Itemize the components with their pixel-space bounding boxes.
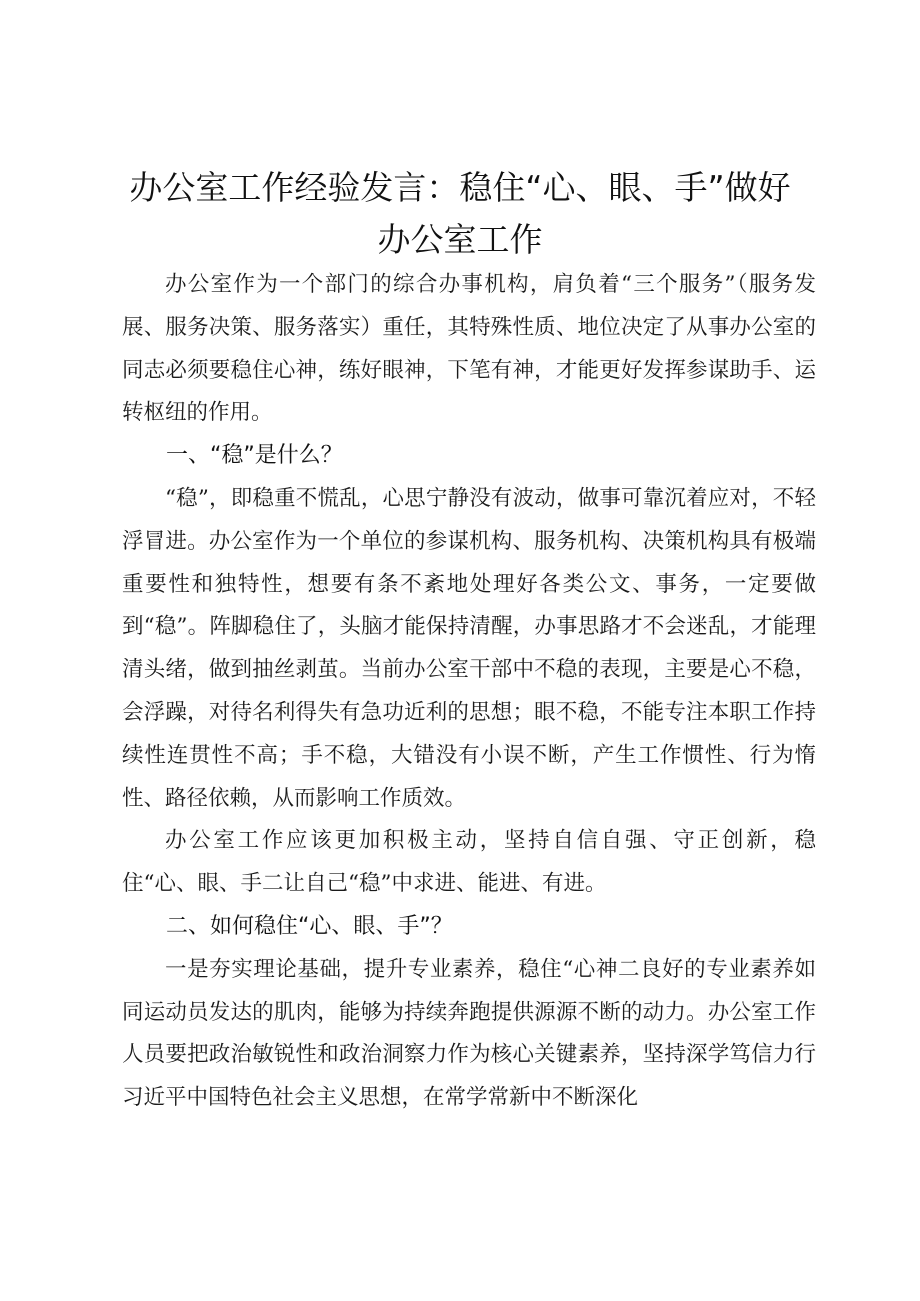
document-title-line-2: 办公室工作	[377, 220, 543, 259]
document-title-line-1: 办公室工作经验发言：稳住“心、眼、手”做好	[129, 168, 791, 207]
section-heading-2: 二、如何稳住“心、眼、手”？	[166, 913, 453, 939]
document-body	[122, 264, 816, 1120]
paragraph-section-2: 一是夯实理论基础，提升专业素养，稳住“心神二良好的专业素养如同运动员发达的肌肉，能够为持续奔跑提供源源不断的动力。办公室工作人员要把政治敏锐性和政治洞察力作为核心关键素养，坚持深学笃信力行习近平中国特色社会主义思想，在常学常新中不断深化	[122, 956, 816, 1111]
paragraph-intro: 办公室作为一个部门的综合办事机构，肩负着“三个服务”（服务发展、服务决策、服务落实）重任，其特殊性质、地位决定了从事办公室的同志必须要稳住心神，练好眼神，下笔有神，才能更好发挥参谋助手、运转枢纽的作用。	[122, 272, 816, 426]
section-heading-1: 一、“稳”是什么？	[166, 443, 343, 469]
paragraph-section-1: “稳”，即稳重不慌乱，心思宁静没有波动，做事可靠沉着应对，不轻浮冒进。办公室作为一个单位的参谋机构、服务机构、决策机构具有极端重要性和独特性，想要有条不紊地处理好各类公文、事务，一定要做到“稳”。阵脚稳住了，头脑才能保持清醒，办事思路才不会迷乱，才能理清头绪，做到抽丝剥茧。当前办公室干部中不稳的表现，主要是心不稳，会浮躁，对待名利得失有急功近利的思想；眼不稳，不能专注本职工作持续性连贯性不高；手不稳，大错没有小误不断，产生工作惯性、行为惰性、路径依赖，从而影响工作质效。	[122, 485, 816, 811]
paragraph-section-1-summary: 办公室工作应该更加积极主动，坚持自信自强、守正创新，稳住“心、眼、手二让自己“稳”中求进、能进、有进。	[122, 828, 816, 897]
